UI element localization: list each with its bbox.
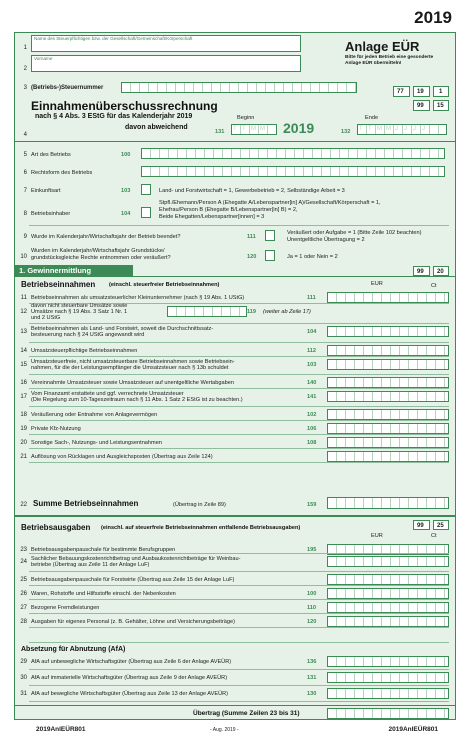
row-code: 102 [307, 412, 317, 418]
row-label: und 2 UStG [31, 315, 61, 322]
row-label: betriebe (Übertrag aus Zeile 11 der Anlage LuF) [31, 562, 150, 569]
line-number: 18 [20, 412, 27, 418]
date-mask-char: T [359, 126, 363, 132]
date-mask-char: T [368, 126, 372, 132]
row-code: 112 [307, 348, 317, 354]
row-label: Waren, Rohstoffe und Hilfsstoffe einschl. der Nebenkosten [31, 591, 176, 597]
amount-field[interactable] [327, 688, 449, 699]
row-code: 131 [307, 675, 317, 681]
amount-field[interactable] [327, 391, 449, 402]
amount-field[interactable] [327, 423, 449, 434]
line-number: 31 [20, 691, 27, 697]
row-label: Ausgaben für eigenes Personal (z. B. Gehälter, Löhne und Versicherungsbeiträge) [31, 619, 235, 625]
line-number: 29 [20, 659, 27, 665]
row-separator [29, 448, 449, 449]
date-mask-char: J [395, 126, 398, 132]
uebertrag-field[interactable] [327, 708, 449, 719]
date-mask-char: J [413, 126, 416, 132]
amount-field[interactable] [327, 574, 449, 585]
line-number: 13 [20, 329, 27, 335]
footer-left: 2019AnlEÜR801 [36, 726, 86, 733]
row-separator [29, 388, 449, 389]
date-mask-char: M [386, 126, 391, 132]
line-number: 17 [20, 394, 27, 400]
line-number: 26 [20, 591, 27, 597]
row-code: 130 [307, 691, 317, 697]
line-number: 23 [20, 547, 27, 553]
line-number: 20 [20, 440, 27, 446]
row-separator [29, 627, 449, 628]
einkunftsart-field[interactable] [141, 184, 151, 195]
row-code: 141 [307, 394, 317, 400]
date-mask-char: T [242, 126, 246, 132]
row-separator [29, 420, 449, 421]
amount-field[interactable] [327, 556, 449, 567]
row-separator [29, 323, 449, 324]
line-number: 16 [20, 380, 27, 386]
ausgaben-title: Betriebsausgaben [21, 523, 91, 532]
amount-field[interactable] [327, 359, 449, 370]
row-code: 119 [247, 309, 257, 315]
afa-title: Absetzung für Abnutzung (AfA) [21, 646, 126, 653]
row-label: (Die Regelung zum 10-Tageszeitraum nach § 11 Abs. 1 Satz 2 EStG ist zu beachten.) [31, 397, 243, 404]
steuernummer-field[interactable] [121, 82, 357, 93]
row-label: Bezogene Fremdleistungen [31, 605, 100, 611]
row-code: 106 [307, 426, 317, 432]
section-gewinnermittlung: 1. Gewinnermittlung [19, 266, 92, 275]
row-separator [29, 342, 449, 343]
amount-field[interactable] [327, 616, 449, 627]
row-separator [29, 462, 449, 463]
date-mask-char: J [404, 126, 407, 132]
summe-einnahmen-label: Summe Betriebseinnahmen [33, 499, 139, 508]
line-number: 21 [20, 454, 27, 460]
row-separator [29, 571, 449, 572]
date-mask-char: M [377, 126, 382, 132]
row-label: Betriebsausgabenpauschale für Forstwirte (Übertrag aus Zeile 15 der Anlage LuF) [31, 577, 235, 583]
row-label: Sonstige Sach-, Nutzungs- und Leistungsentnahmen [31, 440, 162, 446]
vorname-field[interactable]: Vorname [31, 55, 301, 72]
row-code: 111 [307, 295, 316, 301]
amount-field[interactable] [327, 672, 449, 683]
row-label: Umsatzsteuerfreie, nicht umsatzsteuerbare Betriebseinnahmen sowie Betriebsein- [31, 358, 235, 365]
row-code: 136 [307, 659, 317, 665]
row-label: Umsätze nach § 19 Abs. 3 Satz 1 Nr. 1 [31, 309, 128, 315]
betrieb-beendet-field[interactable] [265, 230, 275, 241]
row-note: (weiter ab Zeile 17) [263, 309, 311, 315]
betriebsinhaber-field[interactable] [141, 207, 151, 218]
row-code: 104 [307, 329, 317, 335]
row-label: AfA auf unbewegliche Wirtschaftsgüter (Übertrag aus Zeile 6 der Anlage AVEÜR) [31, 659, 232, 665]
row-label: AfA auf bewegliche Wirtschaftsgüter (Übertrag aus Zeile 13 der Anlage AVEÜR) [31, 691, 229, 697]
row-label: Vereinnahmte Umsatzsteuer sowie Umsatzsteuer auf unentgeltliche Wertabgaben [31, 380, 234, 386]
row-separator [29, 701, 449, 702]
row-label: Betriebseinnahmen als umsatzsteuerlicher Kleinunternehmer (nach § 19 Abs. 1 UStG) [31, 295, 245, 301]
row-separator [29, 356, 449, 357]
main-title: Einnahmenüberschussrechnung [31, 99, 218, 113]
anlage-eur-form: 1 Name des Steuerpflichtigen bzw. der Gesellschaft/Gemeinschaft/Körperschaft 2 Vorname Anlage EÜR Bitte für jeden Betrieb eine gesonderte Anlage EÜR übermitteln! 3 (Betriebs-)Steuernummer 77 19 1 99 15 Einnahmenüberschussrechnung nach § 4 Abs. 3 EStG für das Kalenderjahr 2019 Beginn Ende 4 davon abweichend 131 T T M M 2019 132 T T M M J J J J 5 Art des Betriebs 100 6 Rechtsform des Betriebs 7 Einkunftsart 103 Land- und Forstwirtschaft = 1, Gewerbebetrieb = 2, Selbständige Arbeit = 3 8 Betriebsinhaber 104 Stpfl./Ehemann/Person A (Ehegatte A/Lebenspartner[in] A)/Gesellschaft/Körperschaft = 1, Ehefrau/Person B (Ehegatte B/Lebenspartner[in] B) = 2, Beide Ehegatten/Lebenspartner[innen] = 3 9 Wurde im Kalenderjahr/Wirtschaftsjahr der Betrieb beendet? 111 Veräußert oder Aufgabe = 1 (Bitte Zeile 102 beachten) Unentgeltliche Übertragung = 2 10 Wurden im Kalenderjahr/Wirtschaftsjahr Grundstücke/ grundstücksgleiche Rechte entnommen oder veräußert? 120 Ja = 1 oder Nein = 2 1. Gewinnermittlung 99 20 Betriebseinnahmen (einschl. steuerfreier Betriebseinnahmen) EUR Ct 11 Betriebseinnahmen als umsatzsteuerlicher Kleinunternehmer (nach § 19 Abs. 1 UStG) 111 12 davon nicht steuerbare Umsätze sowie Umsätze nach § 19 Abs. 3 Satz 1 Nr. 1 und 2 UStG (weiter ab Zeile 17) 119 13 Betriebseinnahmen als Land- und Forstwirt, soweit die Durchschnittssatz- besteuerung nach § 24 UStG angewandt wird 104 14 Umsatzsteuerpflichtige Betriebseinnahmen 112 15 Umsatzsteuerfreie, nicht umsatzsteuerbare Betriebseinnahmen sowie Betriebsein- nahmen, für die der Leistungsempfänger die Umsatzsteuer nach § 13b schuldet 103 16 Vereinnahmte Umsatzsteuer sowie Umsatzsteuer auf unentgeltliche Wertabgaben 140 17 Vom Finanzamt erstattete und ggf. verrechnete Umsatzsteuer (Die Regelung zum 10-Tageszeitraum nach § 11 Abs. 1 Satz 2 EStG ist zu beachten.) 141 18 Veräußerung oder Entnahme von Anlagevermögen 102 19 Private Kfz-Nutzung 106 20 Sonstige Sach-, Nutzungs- und Leistungsentnahmen 108 21 Auflösung von Rücklagen und Ausgleichsposten (Übertrag aus Zeile 124) 22 Summe Betriebseinnahmen (Übertrag in Zeile 89) 159 Betriebsausgaben (einschl. auf steuerfreie Betriebseinnahmen entfallende Betriebsausgaben) 99 25 EUR Ct 23 Betriebsausgabenpauschale für bestimmte Berufsgruppen 195 24 Sachlicher Bebauungskostenrichtbetrag und Ausbaukostenrichtbeträge für Weinbau- betriebe (Übertrag aus Zeile 11 der Anlage LuF) 25 Betriebsausgabenpauschale für Forstwirte (Übertrag aus Zeile 15 der Anlage LuF) 26 Waren, Rohstoffe und Hilfsstoffe einschl. der Nebenkosten 100 27 Bezogene Fremdleistungen 110 28 Ausgaben für eigenes Personal (z. B. Gehälter, Löhne und Versicherungsbeiträge) 120 Absetzung für Abnutzung (AfA) 29 AfA auf unbewegliche Wirtschaftsgüter (Übertrag aus Zeile 6 der Anlage AVEÜR) 136 30 AfA auf immaterielle Wirtschaftsgüter (Übertrag aus Zeile 9 der Anlage AVEÜR) 131 31 AfA auf bewegliche Wirtschaftsgüter (Übertrag aus Zeile 13 der Anlage AVEÜR) 130 Übertrag (Summe Zeilen 23 bis 31) [14, 32, 456, 720]
amount-field[interactable] [327, 326, 449, 337]
row-label: besteuerung nach § 24 UStG angewandt wird [31, 332, 145, 339]
row-separator [29, 669, 449, 670]
rechtsform-field[interactable] [141, 166, 445, 177]
line-number: 28 [20, 619, 27, 625]
row-label: Auflösung von Rücklagen und Ausgleichsposten (Übertrag aus Zeile 124) [31, 454, 213, 460]
main-subtitle: nach § 4 Abs. 3 EStG für das Kalenderjahr 2019 [35, 113, 193, 120]
amount-field[interactable] [327, 409, 449, 420]
line-number: 25 [20, 577, 27, 583]
row-label: Vom Finanzamt erstattete und ggf. verrechnete Umsatzsteuer [31, 390, 184, 397]
amount-field[interactable] [327, 656, 449, 667]
grundstuecke-field[interactable] [265, 250, 275, 261]
row-separator [29, 613, 449, 614]
row-code: 110 [307, 605, 317, 611]
row-label: Sachlicher Bebauungskostenrichtbetrag und Ausbaukostenrichtbeträge für Weinbau- [31, 555, 241, 562]
row-code: 100 [307, 591, 317, 597]
row-code: 120 [307, 619, 317, 625]
row-label: Private Kfz-Nutzung [31, 426, 81, 432]
amount-field[interactable] [327, 377, 449, 388]
row-separator [29, 585, 449, 586]
amount-field[interactable] [327, 451, 449, 462]
row-label: Betriebseinnahmen als Land- und Forstwirt, soweit die Durchschnittssatz- [31, 325, 214, 332]
line-number: 12 [20, 309, 27, 315]
form-title: Anlage EÜR [345, 39, 420, 54]
row-separator [29, 434, 449, 435]
line-number: 27 [20, 605, 27, 611]
date-mask-char: M [251, 126, 256, 132]
row-separator [29, 685, 449, 686]
row-label: davon nicht steuerbare Umsätze sowie [31, 302, 128, 309]
date-mask-char: J [422, 126, 425, 132]
form-year: 2019 [414, 8, 452, 27]
uebertrag-label: Übertrag (Summe Zeilen 23 bis 31) [193, 710, 300, 717]
beginn-date-field[interactable] [231, 124, 277, 135]
row-separator [29, 553, 449, 554]
row-separator [29, 374, 449, 375]
amount-field[interactable] [327, 437, 449, 448]
amount-field[interactable] [327, 345, 449, 356]
line-number: 14 [20, 348, 27, 354]
line-number: 30 [20, 675, 27, 681]
row-code: 140 [307, 380, 317, 386]
line-number: 11 [20, 295, 27, 301]
einnahmen-title: Betriebseinnahmen [21, 280, 96, 289]
amount-field[interactable] [327, 292, 449, 303]
form-note: Bitte für jeden Betrieb eine gesonderte Anlage EÜR übermitteln! [345, 55, 434, 66]
footer-right: 2019AnlEÜR801 [388, 726, 438, 733]
line-number: 24 [20, 559, 27, 565]
row-separator [29, 406, 449, 407]
row-label: Umsatzsteuerpflichtige Betriebseinnahmen [31, 348, 138, 354]
row-label: AfA auf immaterielle Wirtschaftsgüter (Übertrag aus Zeile 9 der Anlage AVEÜR) [31, 675, 228, 681]
name-field[interactable]: Name des Steuerpflichtigen bzw. der Gesellschaft/Gemeinschaft/Körperschaft [31, 35, 301, 52]
row-label: Betriebsausgabenpauschale für bestimmte Berufsgruppen [31, 547, 176, 553]
row-code: 103 [307, 362, 317, 368]
line-number: 15 [20, 362, 27, 368]
summe-einnahmen-field[interactable] [327, 497, 449, 509]
amount-field[interactable] [327, 602, 449, 613]
date-mask-char: T [233, 126, 237, 132]
footer-center: - Aug. 2019 - [210, 727, 239, 733]
date-mask-char: M [260, 126, 265, 132]
row-separator [29, 599, 449, 600]
ende-date-field[interactable] [357, 124, 447, 135]
row-label: Veräußerung oder Entnahme von Anlagevermögen [31, 412, 158, 418]
amount-field[interactable] [167, 306, 247, 317]
art-des-betriebs-field[interactable] [141, 148, 445, 159]
amount-field[interactable] [327, 588, 449, 599]
row-code: 195 [307, 547, 317, 553]
line-number: 19 [20, 426, 27, 432]
row-code: 108 [307, 440, 317, 446]
row-label: nahmen, für die der Leistungsempfänger die Umsatzsteuer nach § 13b schuldet [31, 365, 229, 372]
